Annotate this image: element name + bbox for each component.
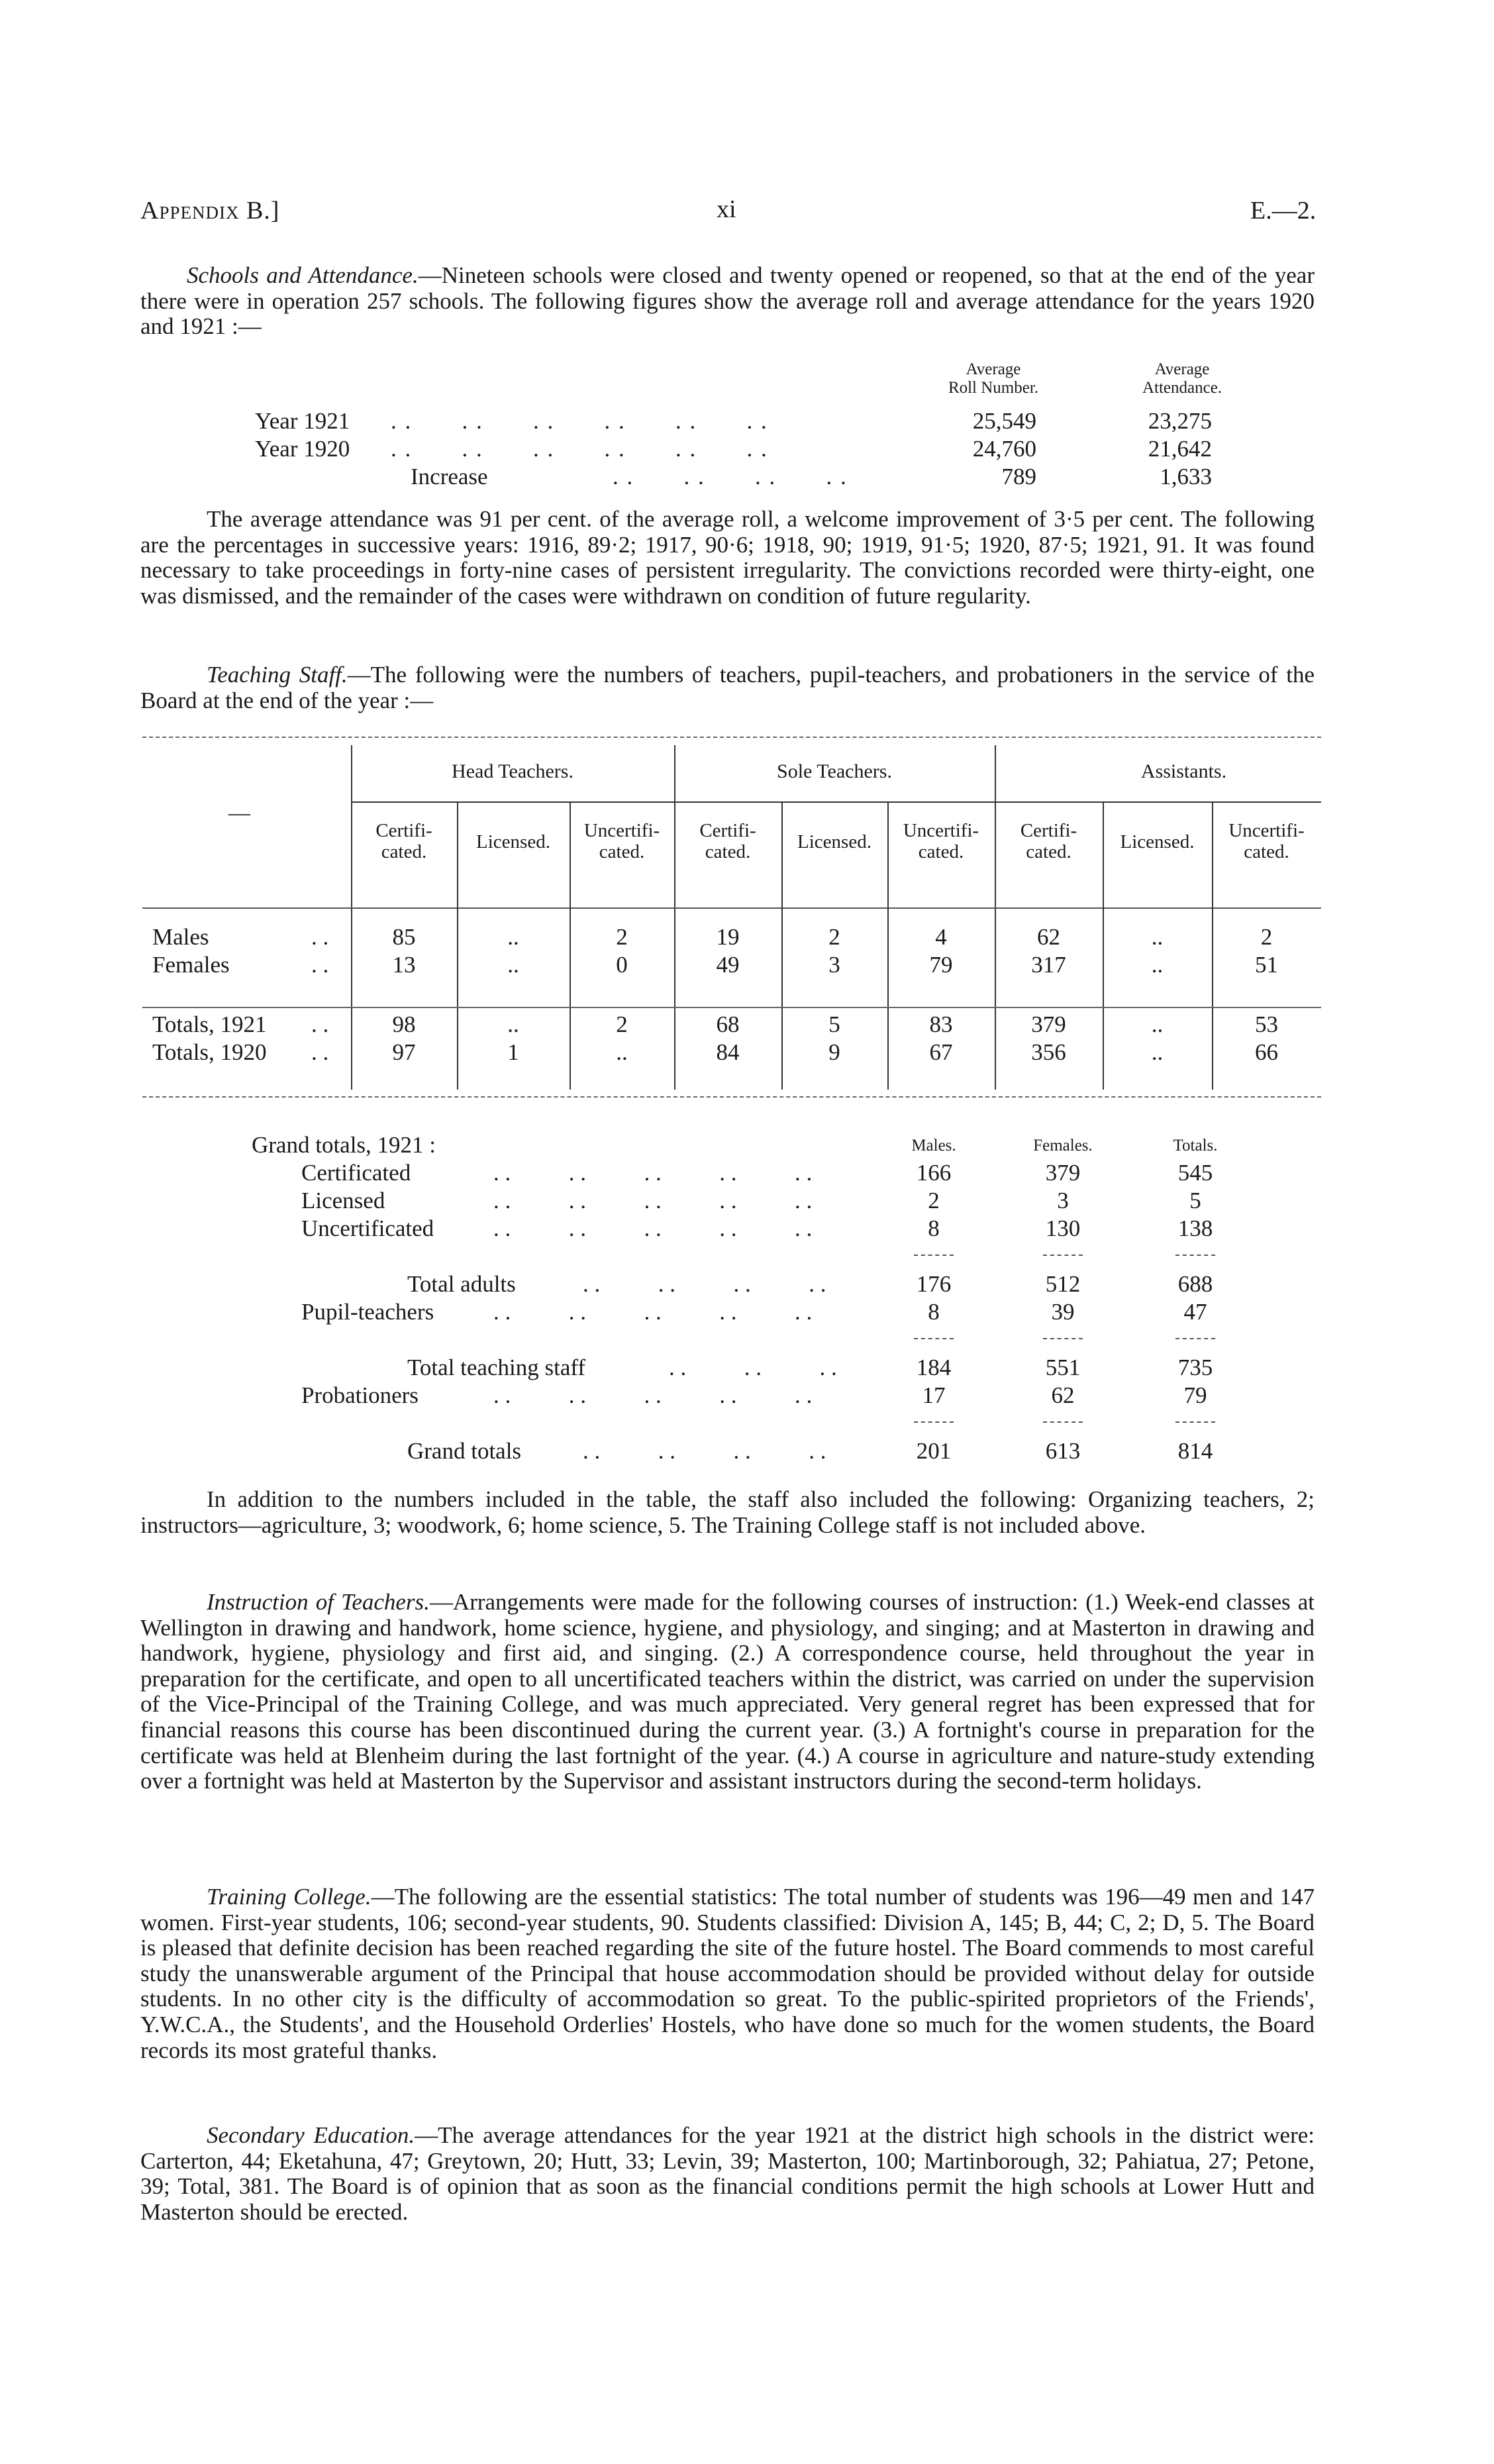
grand-row-label: Certificated: [301, 1160, 411, 1186]
staff-cell: ..: [1151, 952, 1164, 978]
staff-cell: 2: [828, 924, 840, 950]
staff-cell: ..: [507, 924, 519, 950]
staff-cell: 67: [929, 1039, 953, 1065]
staff-cell: 84: [716, 1039, 740, 1065]
subhead-certificated: Certifi- cated.: [1020, 820, 1077, 862]
leader-dots: . . . . . . . . . .: [493, 1160, 813, 1186]
staff-cell: 85: [392, 924, 416, 950]
subhead-licensed: Licensed.: [797, 831, 872, 852]
att-value: 23,275: [1148, 408, 1212, 434]
staff-cell: 9: [828, 1039, 840, 1065]
training-heading: Training College.: [207, 1884, 372, 1910]
schools-heading: Schools and Attendance.: [187, 262, 419, 288]
instruction-paragraph: [140, 1590, 1315, 1794]
att-value: 21,642: [1148, 436, 1212, 462]
table-head-rule: [142, 907, 1321, 909]
staff-cell: 53: [1255, 1011, 1278, 1037]
leader-dots: . .: [311, 924, 329, 950]
staff-cell: ..: [1151, 1039, 1164, 1065]
leader-dots: . . . . . .: [669, 1355, 837, 1380]
staff-cell: 98: [392, 1011, 416, 1037]
grand-cell-t: 5: [1189, 1188, 1201, 1213]
att-value: 1,633: [1160, 464, 1212, 489]
subhead-certificated: Certifi- cated.: [375, 820, 432, 862]
grand-cell-t: 688: [1177, 1271, 1213, 1297]
attendance-paragraph: The average attendance was 91 per cent. of the average roll, a welcome improvement of 3·5 per cent. The following are the percentages in successive years: 1916, 89·2; 1917, 90·6; 1918, 90; 1919, 91·5; 1920, 87·5; 1921, 91. It was found necessary to take proceedings in forty-nine cases of persistent irregularity. The convictions recorded were thirty-eight, one was dismissed, and the remainder of the cases were withdrawn on condition of future regularity.: [140, 506, 1315, 609]
staff-intro-text: —The following were the numbers of teachers, pupil-teachers, and probationers in the service of the Board at the end of the year :—: [140, 662, 1315, 713]
page-number: xi: [717, 195, 736, 223]
table-top-rule: [142, 737, 1321, 738]
grand-cell-f: 130: [1045, 1215, 1081, 1241]
staff-cell: 356: [1031, 1039, 1066, 1065]
leader-dots: . . . . . . . . . .: [493, 1188, 813, 1213]
group-assistants: Assistants.: [1140, 760, 1227, 782]
roll-row-label: Year 1921: [255, 408, 350, 434]
grand-cell-m: 184: [916, 1355, 952, 1380]
sum-rule: [1175, 1421, 1215, 1423]
grand-cell-m: 176: [916, 1271, 952, 1297]
staff-row-label: Females: [152, 952, 230, 978]
staff-cell: 66: [1255, 1039, 1278, 1065]
staff-cell: 379: [1031, 1011, 1066, 1037]
grand-cell-m: 166: [916, 1160, 952, 1186]
leader-dots: . . . . . . . . . .: [493, 1382, 813, 1408]
staff-cell: 19: [716, 924, 740, 950]
leader-dots: . . . . . . . .: [613, 464, 848, 489]
secondary-paragraph: [140, 2123, 1315, 2225]
staff-cell: 4: [935, 924, 947, 950]
schools-text: —Nineteen schools were closed and twenty opened or reopened, so that at the end of the year there were in operation 257 schools. The following figures show the average roll and average attendance for the years 1920 and 1921 :—: [140, 262, 1315, 340]
staff-cell: ..: [507, 1011, 519, 1037]
staff-cell: 49: [716, 952, 740, 978]
sum-rule: [1043, 1255, 1083, 1256]
subhead-uncertificated: Uncertifi- cated.: [903, 820, 979, 862]
grand-row-label: Total teaching staff: [407, 1355, 586, 1380]
staff-cell: ..: [507, 952, 519, 978]
sum-rule: [914, 1255, 954, 1256]
staff-row-label: Totals, 1920: [152, 1039, 267, 1065]
roll-value: 24,760: [972, 436, 1036, 462]
grand-cell-t: 47: [1183, 1299, 1207, 1325]
grand-row-label: Grand totals: [407, 1438, 522, 1464]
staff-cell: 83: [929, 1011, 953, 1037]
table-bottom-rule: [142, 1096, 1321, 1098]
leader-dots: . . . . . . . .: [583, 1271, 826, 1297]
staff-row-label: Males: [152, 924, 209, 950]
att-head-2: Attendance.: [1142, 379, 1222, 397]
grand-cell-m: 201: [916, 1438, 952, 1464]
roll-value: 25,549: [972, 408, 1036, 434]
staff-cell: 0: [616, 952, 628, 978]
staff-cell: 317: [1031, 952, 1066, 978]
grand-cell-t: 735: [1177, 1355, 1213, 1380]
grand-cell-t: 79: [1183, 1382, 1207, 1408]
instruction-heading: Instruction of Teachers.: [207, 1589, 430, 1615]
grand-cell-f: 39: [1051, 1299, 1075, 1325]
staff-row-label: Totals, 1921: [152, 1011, 267, 1037]
subhead-licensed: Licensed.: [1120, 831, 1195, 852]
roll-value: 789: [1001, 464, 1036, 489]
grand-row-label: Licensed: [301, 1188, 385, 1213]
roll-head-2: Roll Number.: [948, 379, 1039, 397]
grand-row-label: Uncertificated: [301, 1215, 434, 1241]
grand-cell-m: 8: [928, 1299, 940, 1325]
leader-dots: . . . . . . . . . . . .: [391, 408, 768, 434]
staff-cell: 3: [828, 952, 840, 978]
staff-cell: ..: [616, 1039, 628, 1065]
training-paragraph: [140, 1884, 1315, 2063]
sum-rule: [1175, 1338, 1215, 1339]
att-head-1: Average: [1154, 360, 1210, 378]
leader-dots: . . . . . . . .: [583, 1438, 826, 1464]
grand-cell-f: 62: [1051, 1382, 1075, 1408]
leader-dots: . .: [311, 952, 329, 978]
grand-cell-m: 17: [922, 1382, 946, 1408]
schools-paragraph: [140, 263, 1315, 340]
staff-cell: 2: [616, 1011, 628, 1037]
subhead-uncertificated: Uncertifi- cated.: [583, 820, 660, 862]
roll-row-label: Increase: [411, 464, 488, 489]
training-text: —The following are the essential statistics: The total number of students was 196—49 men and 147 women. First-year students, 106; second-year students, 90. Students classified: Division A, 145; B, 44; C, 2; D, 5. The Board is pleased that definite decision has been reached regarding the site of the future hostel. The Board commends to most careful study the unanswerable argument of the Principal that house accommodation should be provided without delay for outside students. In no other city is the difficulty of accommodation so great. To the public-spirited proprietors of the Friends', Y.W.C.A., the Students', and the Household Orderlies' Hostels, who have done so much for the women students, the Board records its most grateful thanks.: [140, 1884, 1315, 2063]
grand-row-label: Probationers: [301, 1382, 419, 1408]
sum-rule: [1175, 1255, 1215, 1256]
staff-heading: Teaching Staff.: [207, 662, 348, 688]
sum-rule: [914, 1338, 954, 1339]
grand-col-males: Males.: [911, 1137, 956, 1155]
secondary-heading: Secondary Education.: [207, 2122, 415, 2148]
staff-cell: 79: [929, 952, 953, 978]
grand-cell-m: 8: [928, 1215, 940, 1241]
staff-cell: 97: [392, 1039, 416, 1065]
leader-dots: . .: [311, 1039, 329, 1065]
sum-rule: [914, 1421, 954, 1423]
grand-cell-t: 814: [1177, 1438, 1213, 1464]
staff-cell: 5: [828, 1011, 840, 1037]
table-col-rule: [674, 745, 675, 1090]
grand-cell-t: 138: [1177, 1215, 1213, 1241]
group-head-teachers: Head Teachers.: [452, 760, 573, 782]
subhead-uncertificated: Uncertifi- cated.: [1228, 820, 1305, 862]
grand-cell-m: 2: [928, 1188, 940, 1213]
table-group-rule: [351, 801, 1321, 803]
table-subtotal-rule: [142, 1007, 1321, 1008]
staff-cell: 1: [507, 1039, 519, 1065]
subhead-licensed: Licensed.: [476, 831, 550, 852]
staff-cell: ..: [1151, 924, 1164, 950]
staff-cell: 51: [1255, 952, 1278, 978]
staff-cell: ..: [1151, 1011, 1164, 1037]
group-sole-teachers: Sole Teachers.: [777, 760, 892, 782]
instruction-text: —Arrangements were made for the following courses of instruction: (1.) Week-end classes at Wellington in drawing and handwork, home science, hygiene, and physiology, and singing; and at Masterton in drawing and handwork, hygiene, physiology and first aid, and singing. (2.) A correspondence course, held throughout the year in preparation for the certificate, and open to all uncertificated teachers within the district, was carried on under the supervision of the Vice-Principal of the Training College, and was much appreciated. Very general regret has been expressed that for financial reasons this course has been discontinued during the current year. (3.) A fortnight's course in preparation for the certificate was held at Blenheim during the last fortnight of the year. (4.) A course in agriculture and nature-study extending over a fortnight was held at Masterton by the Supervisor and assistant instructors during the second-term holidays.: [140, 1589, 1315, 1794]
addition-paragraph: In addition to the numbers included in the table, the staff also included the following: Organizing teachers, 2; instructors—agriculture, 3; woodwork, 6; home science, 5. The Training College staff is not included above.: [140, 1486, 1315, 1538]
grand-cell-f: 613: [1045, 1438, 1081, 1464]
grand-cell-f: 512: [1045, 1271, 1081, 1297]
leader-dots: . . . . . . . . . . . .: [391, 436, 768, 462]
staff-cell: 13: [392, 952, 416, 978]
grand-cell-f: 379: [1045, 1160, 1081, 1186]
leader-dots: . .: [311, 1011, 329, 1037]
grand-title: Grand totals, 1921 :: [252, 1132, 436, 1158]
staff-cell: 68: [716, 1011, 740, 1037]
header-right: E.—2.: [1250, 197, 1317, 225]
sum-rule: [1043, 1338, 1083, 1339]
sum-rule: [1043, 1421, 1083, 1423]
grand-cell-f: 3: [1057, 1188, 1069, 1213]
grand-row-label: Pupil-teachers: [301, 1299, 434, 1325]
grand-cell-f: 551: [1045, 1355, 1081, 1380]
grand-col-females: Females.: [1033, 1137, 1093, 1155]
grand-col-totals: Totals.: [1173, 1137, 1218, 1155]
table-stub: —: [228, 801, 250, 825]
roll-head-1: Average: [966, 360, 1021, 378]
staff-cell: 2: [1260, 924, 1273, 950]
staff-cell: 2: [616, 924, 628, 950]
staff-cell: 62: [1037, 924, 1060, 950]
subhead-certificated: Certifi- cated.: [699, 820, 756, 862]
grand-cell-t: 545: [1177, 1160, 1213, 1186]
roll-row-label: Year 1920: [255, 436, 350, 462]
header-left: Appendix B.]: [140, 197, 280, 225]
table-col-rule: [995, 745, 996, 1090]
leader-dots: . . . . . . . . . .: [493, 1215, 813, 1241]
staff-intro-paragraph: [140, 662, 1315, 713]
leader-dots: . . . . . . . . . .: [493, 1299, 813, 1325]
table-col-rule: [351, 745, 352, 1090]
grand-row-label: Total adults: [407, 1271, 516, 1297]
secondary-text: —The average attendances for the year 1921 at the district high schools in the district were: Carterton, 44; Eketahuna, 47; Greytown, 20; Hutt, 33; Levin, 39; Masterton, 100; Martinborough, 32; Pahiatua, 27; Petone, 39; Total, 381. The Board is of opinion that as soon as the financial conditions permit the high schools at Lower Hutt and Masterton should be erected.: [140, 2122, 1315, 2225]
